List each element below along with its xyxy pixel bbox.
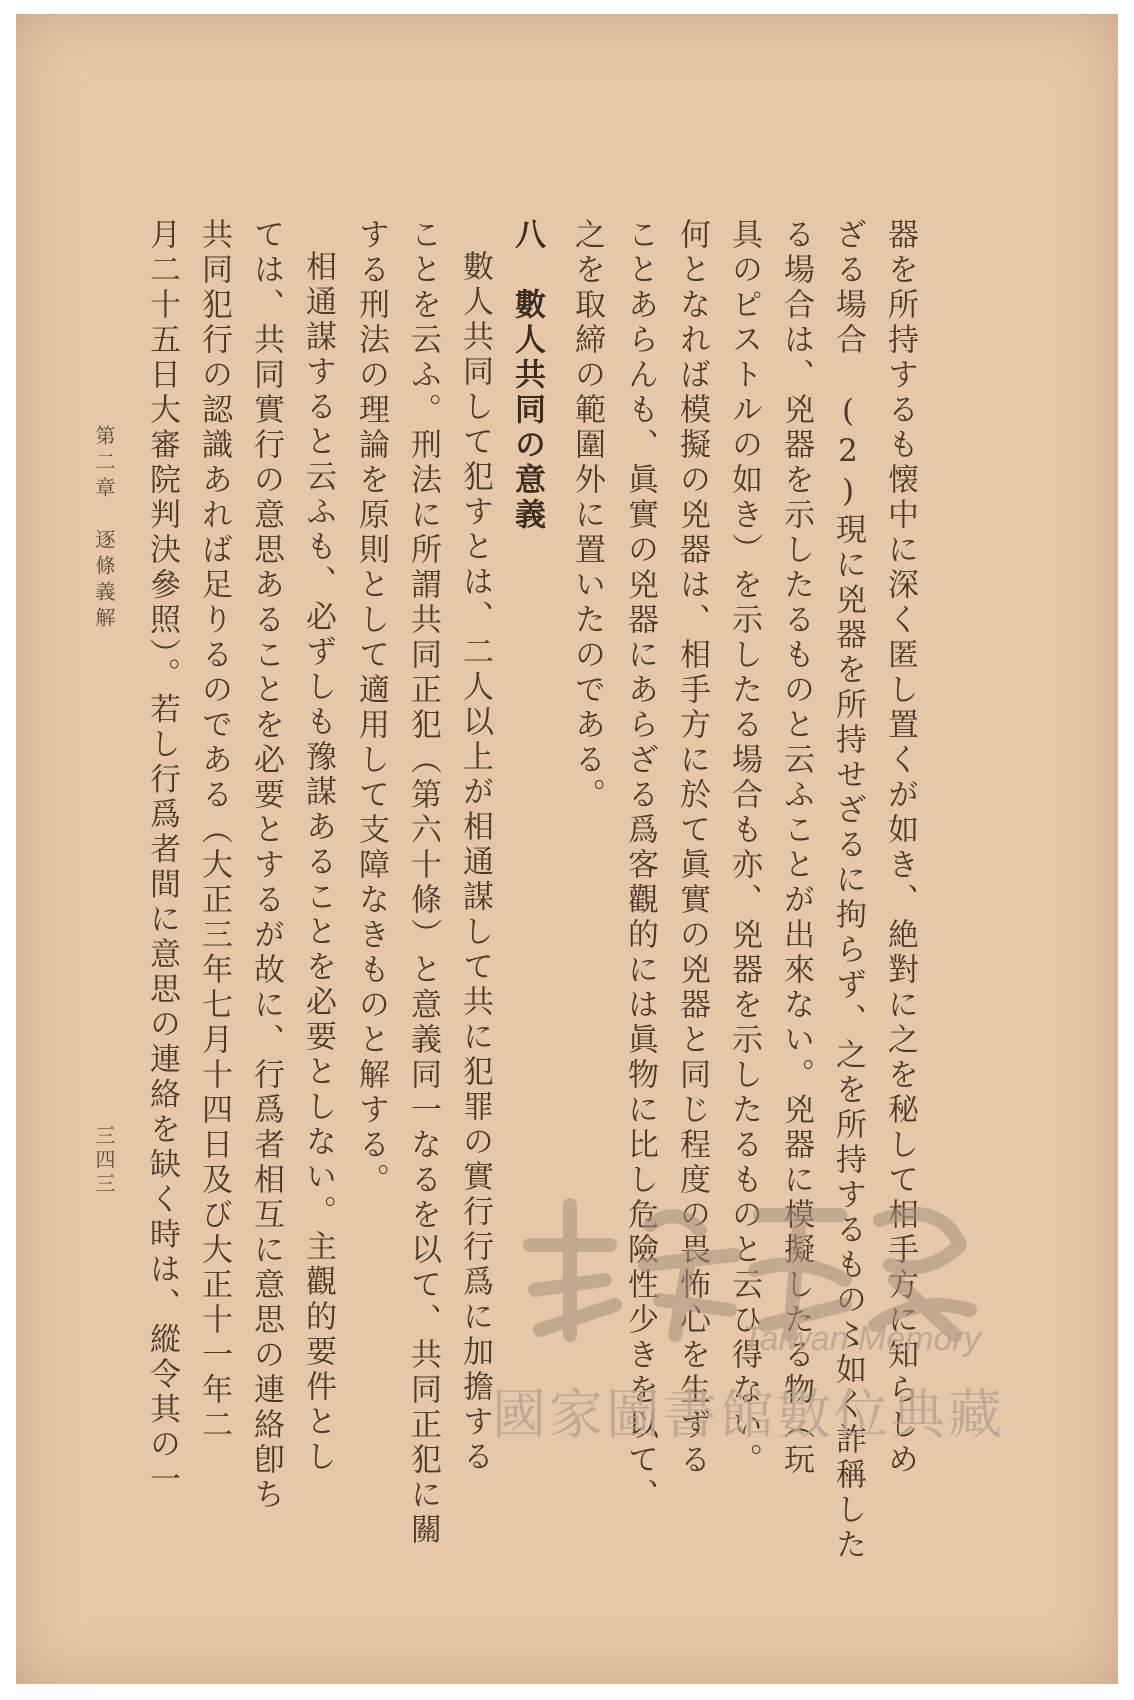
text-column-13: ては、共同實行の意思あることを必要とするが故に、行爲者相互に意思の連絡卽ち [248,218,284,1513]
text-column-4: 具のピストルの如き）を示したる場合も亦、兇器を示したるものと云ひ得ない。 [726,218,762,1478]
watermark-latin-text: Taiwan Memory [742,1320,981,1358]
text-column-9: 數人共同して犯すとは、二人以上が相通謀して共に犯罪の實行行爲に加擔する [457,250,493,1475]
text-column-7: 之を取締の範圍外に置いたのである。 [569,218,605,813]
running-head: 第二章 逐條義解 [92,425,116,633]
text-column-11: する刑法の理論を原則として適用して支障なきものと解する。 [353,218,389,1198]
text-column-14: 共同犯行の認識あれば足りるのである（大正三年七月十四日及び大正十一年二 [196,218,232,1443]
page-number: 三四三 [92,1125,116,1197]
text-column-1: 器を所持するも懐中に深く匿し置くが如き、絶對に之を秘して相手方に知らしめ [882,218,918,1478]
text-column-2: ざる場合 (2)現に兇器を所持せざるに拘らず、之を所持するもの〻如く詐稱した [830,218,866,1563]
text-column-15: 月二十五日大審院判決參照）。若し行爲者間に意思の連絡を缺く時は、縱令其の一 [144,218,180,1498]
watermark-institution-text: 國家圖書館數位典藏 [492,1383,1005,1446]
section-heading: 八 數人共同の意義 [509,218,545,533]
text-column-5: 何となれば模擬の兇器は、相手方に於て眞實の兇器と同じ程度の畏怖心を生ずる [674,218,710,1478]
text-column-6: ことあらんも、眞實の兇器にあらざる爲客觀的には眞物に比し危險性少きを以て、 [622,218,658,1513]
text-column-3: る場合は、兇器を示したるものと云ふことが出來ない。兇器に模擬したる物（玩 [778,218,814,1478]
text-column-10: ことを云ふ。刑法に所謂共同正犯（第六十條）と意義同一なるを以て、共同正犯に關 [405,218,441,1548]
text-column-12: 相通謀すると云ふも、必ずしも豫謀あることを必要としない。主觀的要件とし [300,250,336,1475]
